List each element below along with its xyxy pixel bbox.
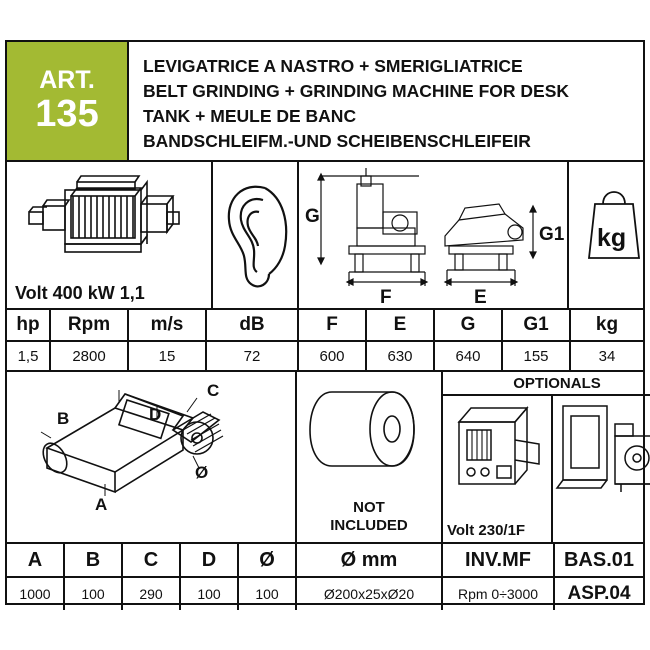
title-en: BELT GRINDING + GRINDING MACHINE FOR DESK bbox=[143, 81, 570, 102]
bot-v-b: 100 bbox=[65, 578, 123, 610]
bot-v-a: 1000 bbox=[7, 578, 65, 610]
bot-v-c: 290 bbox=[123, 578, 181, 610]
bot-h-d: D bbox=[181, 544, 239, 576]
wheel-note bbox=[297, 499, 441, 537]
spec-h-kg: kg bbox=[595, 314, 619, 335]
bot-h-c: C bbox=[123, 544, 181, 576]
inverter-volt-label: Volt 230/1F bbox=[447, 522, 526, 539]
belt-label-c: C bbox=[207, 381, 220, 400]
spec-v-hp: 1,5 bbox=[7, 342, 51, 370]
spec-sheet bbox=[5, 40, 645, 605]
bot-h-a: A bbox=[7, 544, 65, 576]
bottom-table-header bbox=[7, 544, 643, 578]
bot-v-asp: ASP.04 bbox=[567, 583, 631, 604]
svg-text:kg: kg bbox=[597, 224, 627, 252]
optionals-body bbox=[443, 396, 650, 542]
bot-h-b: B bbox=[65, 544, 123, 576]
bot-v-diamm: Ø200x25xØ20 bbox=[297, 578, 443, 610]
stand-suction-cell bbox=[553, 396, 650, 542]
spec-v-db: 72 bbox=[207, 342, 299, 370]
spec-h-ms: m/s bbox=[129, 310, 207, 340]
svg-text:G1: G1 bbox=[539, 224, 565, 245]
spec-h-g1: G1 bbox=[503, 310, 571, 340]
bot-v-dia: 100 bbox=[239, 578, 297, 610]
title-fr: TANK + MEULE DE BANC bbox=[143, 106, 357, 126]
spec-v-rpm: 2800 bbox=[51, 342, 129, 370]
belt-label-d: D bbox=[149, 405, 162, 424]
bot-h-bas: BAS.01 bbox=[563, 548, 635, 571]
bottom-table-values bbox=[7, 578, 643, 610]
bot-h-dia: Ø bbox=[239, 544, 297, 576]
spec-table-values bbox=[7, 342, 643, 372]
weight-cell bbox=[569, 162, 650, 308]
bot-v-invmf: Rpm 0÷3000 bbox=[443, 578, 555, 610]
spec-v-f: 600 bbox=[299, 342, 367, 370]
spec-table-header bbox=[7, 310, 643, 342]
noise-cell bbox=[213, 162, 299, 308]
dimensions-cell bbox=[299, 162, 569, 308]
spec-h-rpm: Rpm bbox=[51, 310, 129, 340]
spec-v-g: 640 bbox=[435, 342, 503, 370]
wheel-note-line2: INCLUDED bbox=[330, 517, 408, 535]
title-block bbox=[129, 42, 643, 160]
optionals-title: OPTIONALS bbox=[443, 372, 650, 396]
illustration-band bbox=[7, 372, 643, 544]
optionals-cell bbox=[443, 372, 650, 542]
article-badge bbox=[7, 42, 129, 160]
spec-v-ms: 15 bbox=[129, 342, 207, 370]
svg-text:E: E bbox=[474, 287, 487, 308]
spec-h-hp: hp bbox=[7, 310, 51, 340]
article-label: ART. bbox=[39, 66, 95, 95]
volt-power-label: Volt 400 kW 1,1 bbox=[15, 283, 145, 303]
inverter-cell bbox=[443, 396, 553, 542]
motor-icon bbox=[7, 162, 211, 274]
spec-v-kg: 34 bbox=[598, 347, 616, 365]
bot-h-diamm: Ø mm bbox=[297, 544, 443, 576]
spec-h-f: F bbox=[299, 310, 367, 340]
wheel-note-line1: NOT bbox=[353, 498, 385, 516]
belt-label-b: B bbox=[57, 409, 70, 428]
belt-diagram-cell bbox=[7, 372, 297, 542]
ear-icon bbox=[213, 162, 297, 308]
svg-text:G: G bbox=[305, 206, 320, 227]
belt-label-a: A bbox=[95, 495, 108, 514]
svg-text:F: F bbox=[380, 287, 392, 308]
spec-v-e: 630 bbox=[367, 342, 435, 370]
bot-h-invmf: INV.MF bbox=[443, 544, 555, 576]
spec-image-band bbox=[7, 162, 643, 310]
header bbox=[7, 42, 643, 162]
motor-cell bbox=[7, 162, 213, 308]
bot-v-d: 100 bbox=[181, 578, 239, 610]
grinding-wheel-cell bbox=[297, 372, 443, 542]
spec-h-db: dB bbox=[207, 310, 299, 340]
belt-label-diameter: Ø bbox=[195, 463, 209, 482]
title-de: BANDSCHLEIFM.-UND SCHEIBENSCHLEIFEIR bbox=[143, 130, 531, 151]
spec-h-g: G bbox=[435, 310, 503, 340]
article-number: 135 bbox=[35, 92, 99, 135]
spec-h-e: E bbox=[367, 310, 435, 340]
spec-v-g1: 155 bbox=[503, 342, 571, 370]
title-it: LEVIGATRICE A NASTRO + SMERIGLIATRICE bbox=[143, 56, 523, 77]
